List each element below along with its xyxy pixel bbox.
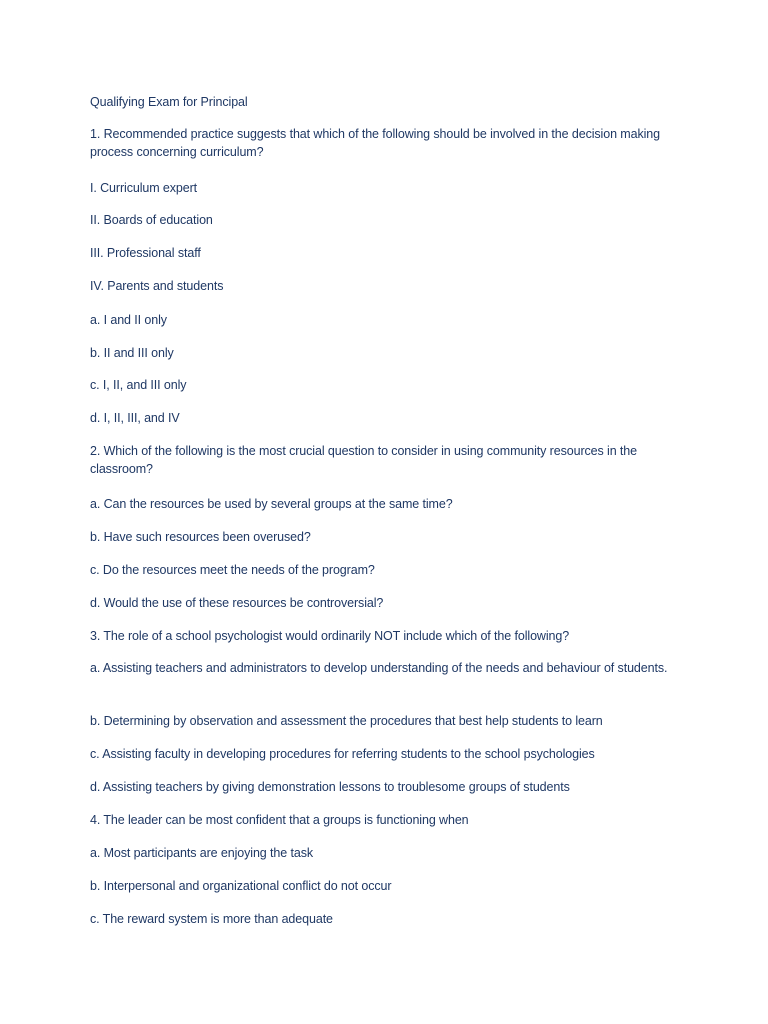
question-2-stem: 2. Which of the following is the most crucial question to consider in using community resources in the classroom? xyxy=(90,444,638,476)
q1-choice-d: d. I, II, III, and IV xyxy=(90,411,180,425)
q3-choice-d: d. Assisting teachers by giving demonstration lessons to troublesome groups of students xyxy=(90,780,570,794)
q1-item-4: IV. Parents and students xyxy=(90,279,224,293)
q1-choice-b: b. II and III only xyxy=(90,346,174,360)
q3-choice-b: b. Determining by observation and assessment the procedures that best help students to learn xyxy=(90,714,603,728)
q1-choice-c: c. I, II, and III only xyxy=(90,378,187,392)
question-3-stem: 3. The role of a school psychologist would ordinarily NOT include which of the following? xyxy=(90,629,570,643)
q2-choice-d: d. Would the use of these resources be controversial? xyxy=(90,596,384,610)
q1-item-1: I. Curriculum expert xyxy=(90,181,198,195)
q4-choice-c: c. The reward system is more than adequate xyxy=(90,912,333,926)
q4-choice-b: b. Interpersonal and organizational conflict do not occur xyxy=(90,879,392,893)
question-4-stem: 4. The leader can be most confident that a groups is functioning when xyxy=(90,813,469,827)
q3-choice-a: a. Assisting teachers and administrators to develop understanding of the needs and behaviour of students. xyxy=(90,661,668,675)
q1-item-3: III. Professional staff xyxy=(90,246,201,260)
q2-choice-a: a. Can the resources be used by several groups at the same time? xyxy=(90,497,453,511)
question-1-stem: 1. Recommended practice suggests that which of the following should be involved in the decision making process concerning curriculum? xyxy=(90,127,660,159)
document-title: Qualifying Exam for Principal xyxy=(90,95,248,109)
q1-choice-a: a. I and II only xyxy=(90,313,167,327)
q4-choice-a: a. Most participants are enjoying the task xyxy=(90,846,314,860)
q3-choice-c: c. Assisting faculty in developing procedures for referring students to the school psychologies xyxy=(90,747,595,761)
q1-item-2: II. Boards of education xyxy=(90,213,213,227)
q2-choice-c: c. Do the resources meet the needs of the program? xyxy=(90,563,375,577)
q2-choice-b: b. Have such resources been overused? xyxy=(90,530,311,544)
